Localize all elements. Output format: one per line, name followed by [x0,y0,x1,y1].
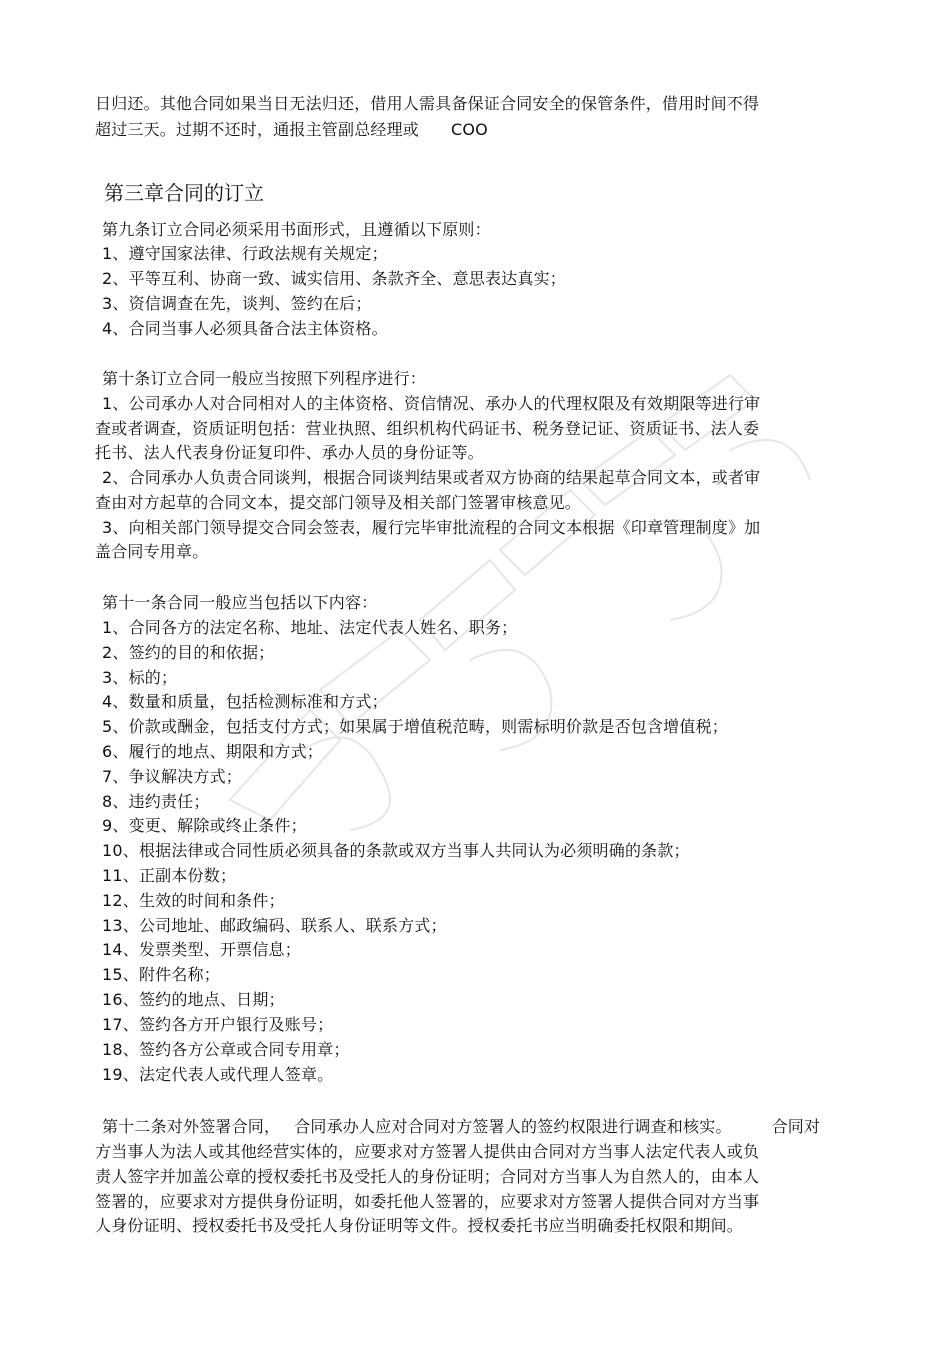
list-item: 16、签约的地点、日期； [102,990,285,1009]
intro-line-1: 日归还。其他合同如果当日无法归还，借用人需具备保证合同安全的保管条件，借用时间不得 [95,94,760,113]
article10-title: 第十条订立合同一般应当按照下列程序进行： [102,369,427,388]
paragraph-line: 托书、法人代表身份证复印件、承办人员的身份证等。 [95,443,484,462]
list-item: 11、正副本份数； [102,866,237,885]
chapter-title: 第三章合同的订立 [104,181,264,205]
list-item: 3、资信调查在先，谈判、签约在后； [102,294,372,313]
intro-line-2-text: 超过三天。过期不还时，通报主管副总经理或 [95,120,420,139]
list-item: 12、生效的时间和条件； [102,891,285,910]
paragraph-line: 签署的，应要求对方提供身份证明，如委托他人签署的，应要求对方签署人提供合同对方当事 [95,1192,760,1211]
list-item: 19、法定代表人或代理人签章。 [102,1065,334,1084]
list-item: 1、遵守国家法律、行政法规有关规定； [102,244,388,263]
coo-text: COO [451,120,488,139]
article12-text-tail: 合同对 [771,1117,821,1136]
article12-first-line [102,1117,820,1137]
list-item: 10、根据法律或合同性质必须具备的条款或双方当事人共同认为必须明确的条款； [102,841,690,860]
paragraph-line: 2、合同承办人负责合同谈判，根据合同谈判结果或者双方协商的结果起草合同文本，或者审 [102,468,761,487]
list-item: 13、公司地址、邮政编码、联系人、联系方式； [102,916,447,935]
paragraph-line: 方当事人为法人或其他经营实体的，应要求对方签署人提供由合同对方当事人法定代表人或负 [95,1142,760,1161]
intro-line-2 [95,120,488,140]
paragraph-line: 盖合同专用章。 [95,542,209,561]
paragraph-line: 责人签字并加盖公章的授权委托书及受托人的身份证明；合同对方当事人为自然人的，由本人 [95,1167,760,1186]
paragraph-line: 人身份证明、授权委托书及受托人身份证明等文件。授权委托书应当明确委托权限和期间。 [95,1216,744,1235]
paragraph-line: 3、向相关部门领导提交合同会签表，履行完毕审批流程的合同文本根据《印章管理制度》加 [102,518,761,537]
list-item: 15、附件名称； [102,965,220,984]
article12-text: 合同承办人应对合同对方签署人的签约权限进行调查和核实。 [294,1117,732,1136]
article11-title: 第十一条合同一般应当包括以下内容： [102,593,378,612]
list-item: 9、变更、解除或终止条件； [102,816,307,835]
list-item: 6、履行的地点、期限和方式； [102,742,323,761]
list-item: 5、价款或酬金，包括支付方式；如果属于增值税范畴，则需标明价款是否包含增值税； [102,717,728,736]
list-item: 4、合同当事人必须具备合法主体资格。 [102,319,388,338]
list-item: 8、违约责任； [102,792,210,811]
article12-title: 第十二条对外签署合同， [102,1117,281,1136]
list-item: 2、签约的目的和依据； [102,643,275,662]
list-item: 7、争议解决方式； [102,767,242,786]
list-item: 4、数量和质量，包括检测标准和方式； [102,692,388,711]
list-item: 1、合同各方的法定名称、地址、法定代表人姓名、职务； [102,618,518,637]
list-item: 3、标的； [102,668,178,687]
paragraph-line: 查或者调查，资质证明包括：营业执照、组织机构代码证书、税务登记证、资质证书、法人委 [95,419,760,438]
list-item: 2、平等互利、协商一致、诚实信用、条款齐全、意思表达真实； [102,269,566,288]
list-item: 18、签约各方公章或合同专用章； [102,1040,350,1059]
list-item: 14、发票类型、开票信息； [102,940,301,959]
paragraph-line: 查由对方起草的合同文本，提交部门领导及相关部门签署审核意见。 [95,493,582,512]
list-item: 17、签约各方开户银行及账号； [102,1015,334,1034]
paragraph-line: 1、公司承办人对合同相对人的主体资格、资信情况、承办人的代理权限及有效期限等进行审 [102,394,761,413]
article9-title: 第九条订立合同必须采用书面形式，且遵循以下原则： [102,220,491,239]
